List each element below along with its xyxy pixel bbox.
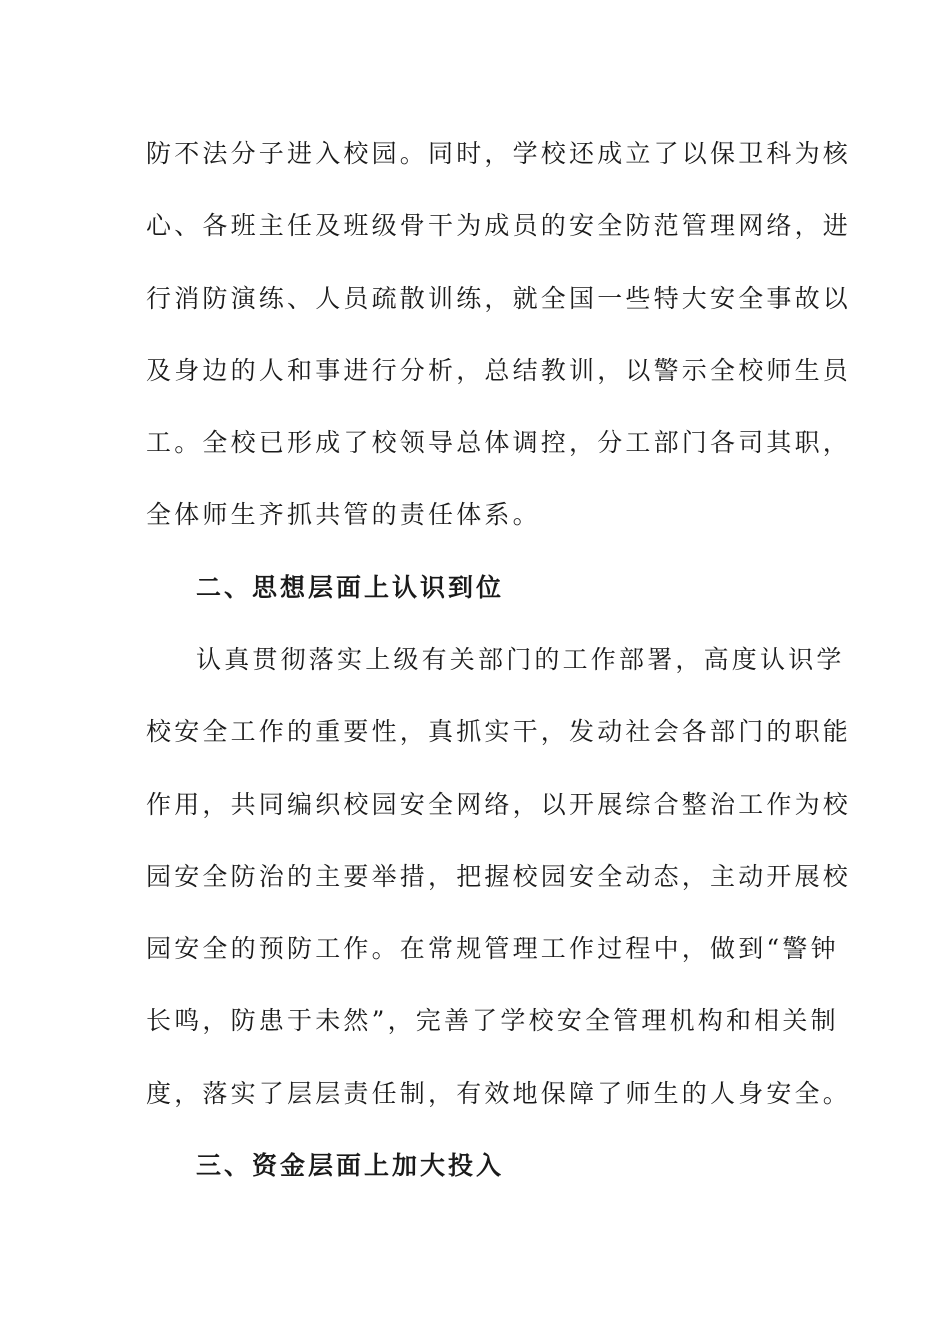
paragraph-2-line-2: 校安全工作的重要性，真抓实干，发动社会各部门的职能 [146,717,852,746]
paragraph-2-line-7: 度，落实了层层责任制，有效地保障了师生的人身安全。 [146,1079,852,1108]
paragraph-1-line-5: 工。全校已形成了校领导总体调控，分工部门各司其职， [146,428,852,457]
paragraph-1-line-3: 行消防演练、人员疏散训练，就全国一些特大安全事故以 [146,284,852,313]
paragraph-2-line-6: 长鸣，防患于未然”，完善了学校安全管理机构和相关制 [146,1006,839,1035]
paragraph-1-line-1: 防不法分子进入校园。同时，学校还成立了以保卫科为核 [146,139,852,168]
paragraph-1-line-4: 及身边的人和事进行分析，总结教训，以警示全校师生员 [146,356,852,385]
paragraph-1-line-2: 心、各班主任及班级骨干为成员的安全防范管理网络，进 [146,211,852,240]
paragraph-2-line-4: 园安全防治的主要举措，把握校园安全动态，主动开展校 [146,862,852,891]
section-heading-3: 三、资金层面上加大投入 [196,1151,505,1180]
section-heading-2: 二、思想层面上认识到位 [196,573,505,602]
paragraph-1-line-6: 全体师生齐抓共管的责任体系。 [146,500,541,529]
paragraph-2-line-3: 作用，共同编织校园安全网络，以开展综合整治工作为校 [146,790,852,819]
paragraph-2-line-1: 认真贯彻落实上级有关部门的工作部署，高度认识学 [196,645,845,674]
paragraph-2-line-5: 园安全的预防工作。在常规管理工作过程中，做到“警钟 [146,934,839,963]
